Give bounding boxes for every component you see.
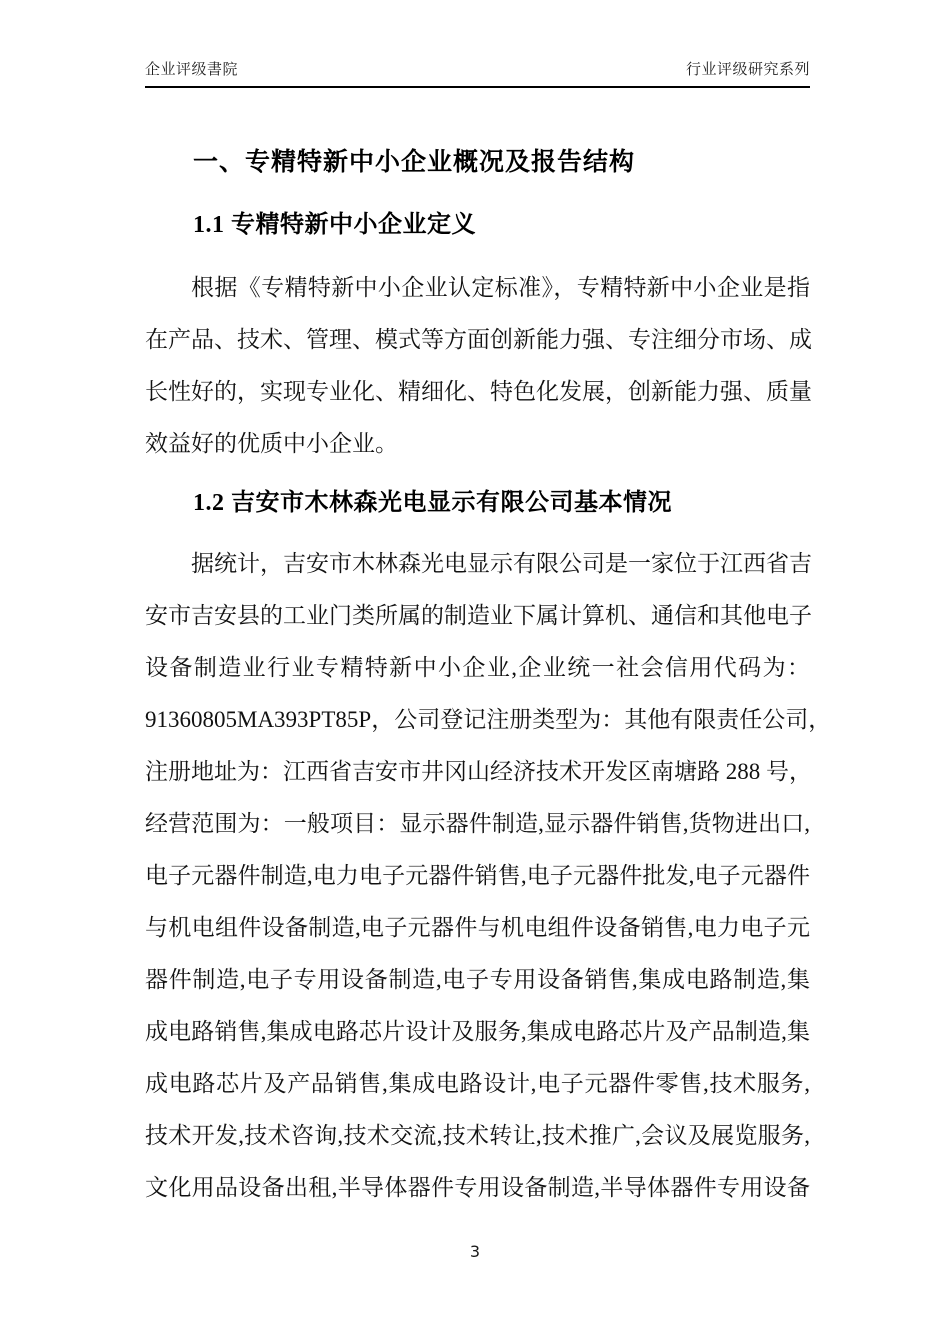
text-line: 设备制造业行业专精特新中小企业,企业统一社会信用代码为： — [145, 654, 810, 680]
header-right-text: 行业评级研究系列 — [685, 61, 810, 78]
paragraph-company-profile — [145, 538, 832, 1214]
text-line: 成电路芯片及产品销售,集成电路设计,电子元器件零售,技术服务, — [145, 1070, 810, 1096]
section-heading-1-2: 1.2 吉安市木林森光电显示有限公司基本情况 — [193, 490, 672, 516]
text-line: 器件制造,电子专用设备制造,电子专用设备销售,集成电路制造,集 — [145, 966, 810, 992]
paragraph-definition — [145, 262, 810, 470]
text-line: 技术开发,技术咨询,技术交流,技术转让,技术推广,会议及展览服务, — [145, 1122, 810, 1148]
document-body — [145, 0, 832, 1214]
page-title: 一、专精特新中小企业概况及报告结构 — [193, 149, 636, 176]
page-number: 3 — [469, 1242, 481, 1261]
text-line: 在产品、技术、管理、模式等方面创新能力强、专注细分市场、成 — [145, 327, 812, 352]
text-line: 电子元器件制造,电力电子元器件销售,电子元器件批发,电子元器件 — [145, 862, 810, 888]
text-line: 据统计，吉安市木林森光电显示有限公司是一家位于江西省吉 — [191, 550, 812, 576]
text-line: 成电路销售,集成电路芯片设计及服务,集成电路芯片及产品制造,集 — [145, 1018, 810, 1044]
text-line: 根据《专精特新中小企业认定标准》，专精特新中小企业是指 — [191, 275, 810, 300]
text-line: 与机电组件设备制造,电子元器件与机电组件设备销售,电力电子元 — [145, 914, 810, 940]
text-line: 效益好的优质中小企业。 — [145, 431, 398, 456]
text-line: 长性好的，实现专业化、精细化、特色化发展，创新能力强、质量 — [145, 379, 812, 404]
text-line: 91360805MA393PT85P，公司登记注册类型为：其他有限责任公司， — [145, 706, 832, 732]
text-line: 文化用品设备出租,半导体器件专用设备制造,半导体器件专用设备 — [145, 1174, 810, 1200]
text-line: 经营范围为：一般项目：显示器件制造,显示器件销售,货物进出口, — [145, 810, 810, 836]
section-heading-1-1: 1.1 专精特新中小企业定义 — [193, 212, 476, 238]
text-line: 注册地址为：江西省吉安市井冈山经济技术开发区南塘路 288 号， — [145, 758, 812, 784]
header-left-text: 企业评级書院 — [145, 61, 239, 78]
text-line: 安市吉安县的工业门类所属的制造业下属计算机、通信和其他电子 — [145, 602, 812, 628]
